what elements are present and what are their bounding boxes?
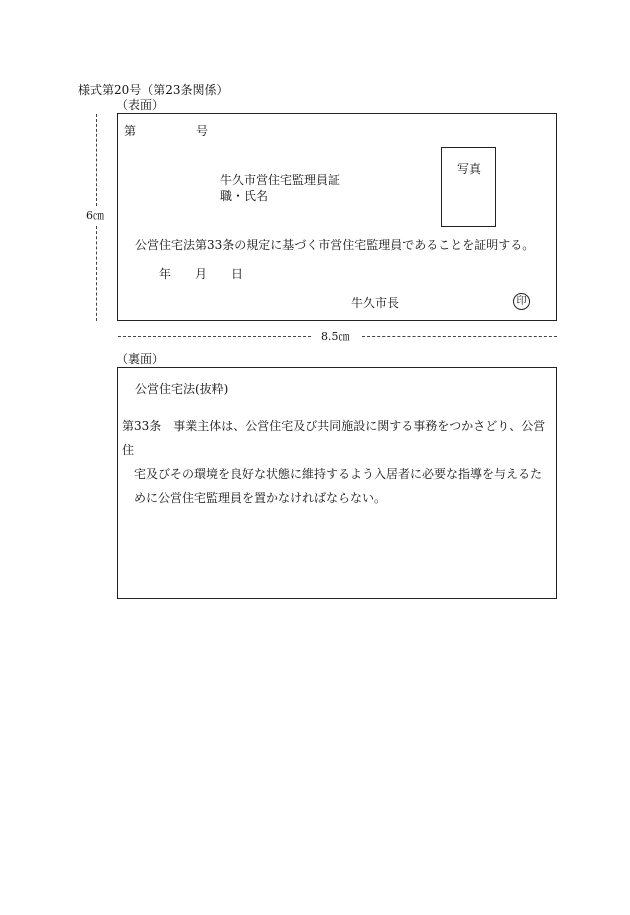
law-title: 公営住宅法(抜粋) <box>135 382 229 396</box>
article-line-1: 第33条 事業主体は、公営住宅及び共同施設に関する事務をつかさどり、公営住 <box>122 419 546 457</box>
article-line-3: めに公営住宅監理員を置かなければならない。 <box>134 491 387 505</box>
seal-mark: 印 <box>513 293 530 310</box>
article-line-2: 宅及びその環境を良好な状態に維持するよう入居者に必要な指導を与えるた <box>134 467 543 481</box>
certification-text: 公営住宅法第33条の規定に基づく市営住宅監理員であることを証明する。 <box>135 238 535 252</box>
issuer-name: 牛久市長 <box>351 296 400 310</box>
photo-label: 写真 <box>457 162 482 176</box>
date-year: 年 <box>159 267 172 281</box>
article-text <box>122 414 554 510</box>
width-dimension-line-left <box>118 336 311 337</box>
number-suffix: 号 <box>196 124 209 138</box>
form-number-header: 様式第20号（第23条関係） <box>78 83 229 97</box>
date-day: 日 <box>231 267 244 281</box>
height-dimension-line-bottom <box>96 226 97 321</box>
back-section-label: （裏面） <box>116 352 165 366</box>
card-title: 牛久市営住宅監理員証 <box>220 173 341 187</box>
number-prefix: 第 <box>124 124 137 138</box>
title-name-line: 職・氏名 <box>220 189 269 203</box>
front-section-label: （表面） <box>116 98 165 112</box>
width-dimension-label: 8.5㎝ <box>321 330 350 343</box>
photo-box <box>441 147 496 227</box>
width-dimension-line-right <box>362 336 557 337</box>
height-dimension-label: 6㎝ <box>86 209 104 222</box>
date-month: 月 <box>195 267 208 281</box>
height-dimension-line-top <box>96 114 97 206</box>
